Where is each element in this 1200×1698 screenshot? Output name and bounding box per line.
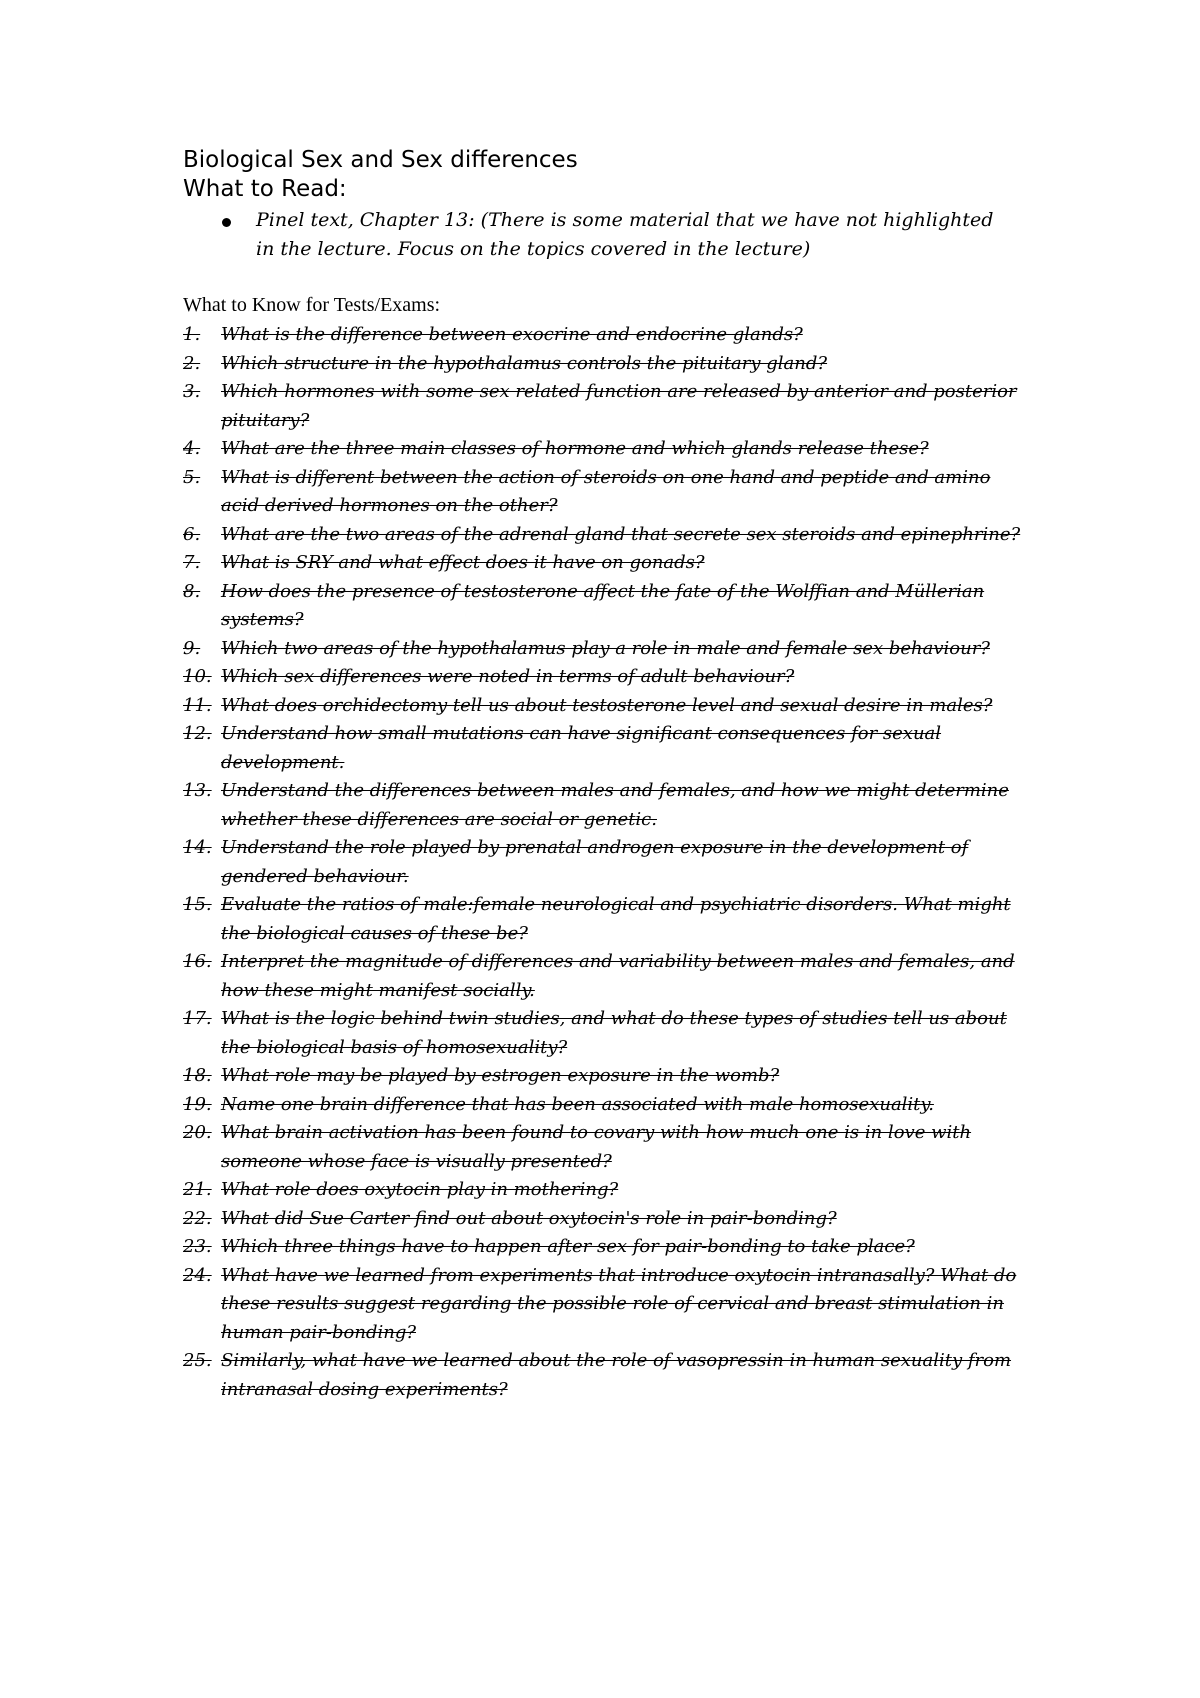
question-text: Which hormones with some sex related function are released by anterior and posterior pituitary? <box>221 381 1017 431</box>
question-number: 11. <box>183 694 212 716</box>
question-item <box>183 1091 1021 1120</box>
question-item <box>183 521 1021 550</box>
question-number: 1. <box>183 324 201 345</box>
question-text: Similarly, what have we learned about the role of vasopressin in human sexuality from intranasal dosing experiments? <box>221 1350 1012 1400</box>
question-number: 4. <box>183 438 201 459</box>
question-item <box>183 1119 1021 1176</box>
question-text: What does orchidectomy tell us about testosterone level and sexual desire in males? <box>221 694 993 716</box>
question-text: Understand the role played by prenatal androgen exposure in the development of gendered behaviour. <box>221 837 969 887</box>
question-text: Name one brain difference that has been associated with male homosexuality. <box>221 1093 934 1115</box>
know-heading: What to Know for Tests/Exams: <box>183 294 441 316</box>
reading-item <box>183 206 1016 264</box>
question-item <box>183 891 1021 948</box>
question-number: 24. <box>183 1264 212 1286</box>
question-number: 3. <box>183 381 201 402</box>
question-item <box>183 1176 1021 1205</box>
question-number: 21. <box>183 1179 212 1200</box>
question-text: What are the two areas of the adrenal gland that secrete sex steroids and epinephrine? <box>221 523 1021 545</box>
question-number: 16. <box>183 951 212 972</box>
question-text: What did Sue Carter find out about oxytocin's role in pair-bonding? <box>221 1207 837 1229</box>
question-item <box>183 777 1021 834</box>
question-text: Which three things have to happen after sex for pair-bonding to take place? <box>221 1236 915 1257</box>
question-item <box>183 948 1021 1005</box>
question-item <box>183 1005 1021 1062</box>
question-item <box>183 635 1021 664</box>
question-number: 15. <box>183 894 212 915</box>
question-number: 23. <box>183 1236 212 1257</box>
question-text: What have we learned from experiments that introduce oxytocin intranasally? What do these results suggest regarding the possible role of cervical and breast stimulation in human pair-bonding? <box>221 1264 1017 1343</box>
question-text: Which sex differences were noted in terms of adult behaviour? <box>221 666 795 687</box>
question-item <box>183 321 1021 350</box>
question-number: 5. <box>183 466 201 488</box>
question-text: Understand the differences between males and females, and how we might determine whether these differences are social or genetic. <box>221 780 1009 830</box>
question-item <box>183 1347 1021 1404</box>
question-number: 12. <box>183 723 212 744</box>
question-text: How does the presence of testosterone affect the fate of the Wolffian and Müllerian systems? <box>221 580 985 630</box>
question-number: 25. <box>183 1350 212 1371</box>
question-item <box>183 578 1021 635</box>
question-item <box>183 464 1021 521</box>
question-number: 9. <box>183 637 201 659</box>
question-item <box>183 834 1021 891</box>
question-item <box>183 1205 1021 1234</box>
question-number: 14. <box>183 837 212 858</box>
question-number: 2. <box>183 352 201 374</box>
question-number: 18. <box>183 1065 212 1086</box>
question-text: Which structure in the hypothalamus controls the pituitary gland? <box>221 352 828 374</box>
document-content <box>183 146 1033 1404</box>
question-item <box>183 692 1021 721</box>
question-text: What is the logic behind twin studies, and what do these types of studies tell us about the biological basis of homosexuality? <box>221 1008 1007 1058</box>
question-item <box>183 350 1021 379</box>
question-item <box>183 378 1021 435</box>
question-number: 20. <box>183 1122 212 1143</box>
question-text: What role may be played by estrogen exposure in the womb? <box>221 1065 780 1086</box>
question-item <box>183 1062 1021 1091</box>
question-text: Evaluate the ratios of male:female neurological and psychiatric disorders. What might the biological causes of these be? <box>221 894 1011 944</box>
question-item <box>183 549 1021 578</box>
question-text: Which two areas of the hypothalamus play a role in male and female sex behaviour? <box>221 637 990 659</box>
question-item <box>183 1262 1021 1348</box>
question-number: 10. <box>183 666 212 687</box>
question-text: What brain activation has been found to covary with how much one is in love with someone whose face is visually presented? <box>221 1122 972 1172</box>
question-item <box>183 435 1021 464</box>
reading-heading: What to Read: <box>183 176 347 202</box>
question-item <box>183 720 1021 777</box>
question-text: What is the difference between exocrine and endocrine glands? <box>221 324 803 345</box>
reading-item-text: Pinel text, Chapter 13: (There is some material that we have not highlighted in the lecture. Focus on the topics covered in the lecture) <box>256 209 994 260</box>
question-number: 8. <box>183 580 201 602</box>
question-item <box>183 1233 1021 1262</box>
question-text: What are the three main classes of hormone and which glands release these? <box>221 438 929 459</box>
question-number: 22. <box>183 1207 212 1229</box>
question-text: Interpret the magnitude of differences and variability between males and females, and how these might manifest socially. <box>221 951 1015 1001</box>
question-number: 6. <box>183 523 201 545</box>
question-number: 17. <box>183 1008 212 1029</box>
question-number: 13. <box>183 780 212 801</box>
question-text: What role does oxytocin play in mothering? <box>221 1179 619 1200</box>
question-text: Understand how small mutations can have significant consequences for sexual development. <box>221 723 942 773</box>
question-list <box>183 321 1033 1404</box>
bullet-icon <box>222 218 231 227</box>
reading-list <box>183 206 1033 264</box>
document-title: Biological Sex and Sex differences <box>183 147 578 173</box>
question-text: What is SRY and what effect does it have on gonads? <box>221 552 705 573</box>
question-text: What is different between the action of steroids on one hand and peptide and amino acid derived hormones on the other? <box>221 466 991 516</box>
question-item <box>183 663 1021 692</box>
question-number: 19. <box>183 1093 212 1115</box>
question-number: 7. <box>183 552 201 573</box>
